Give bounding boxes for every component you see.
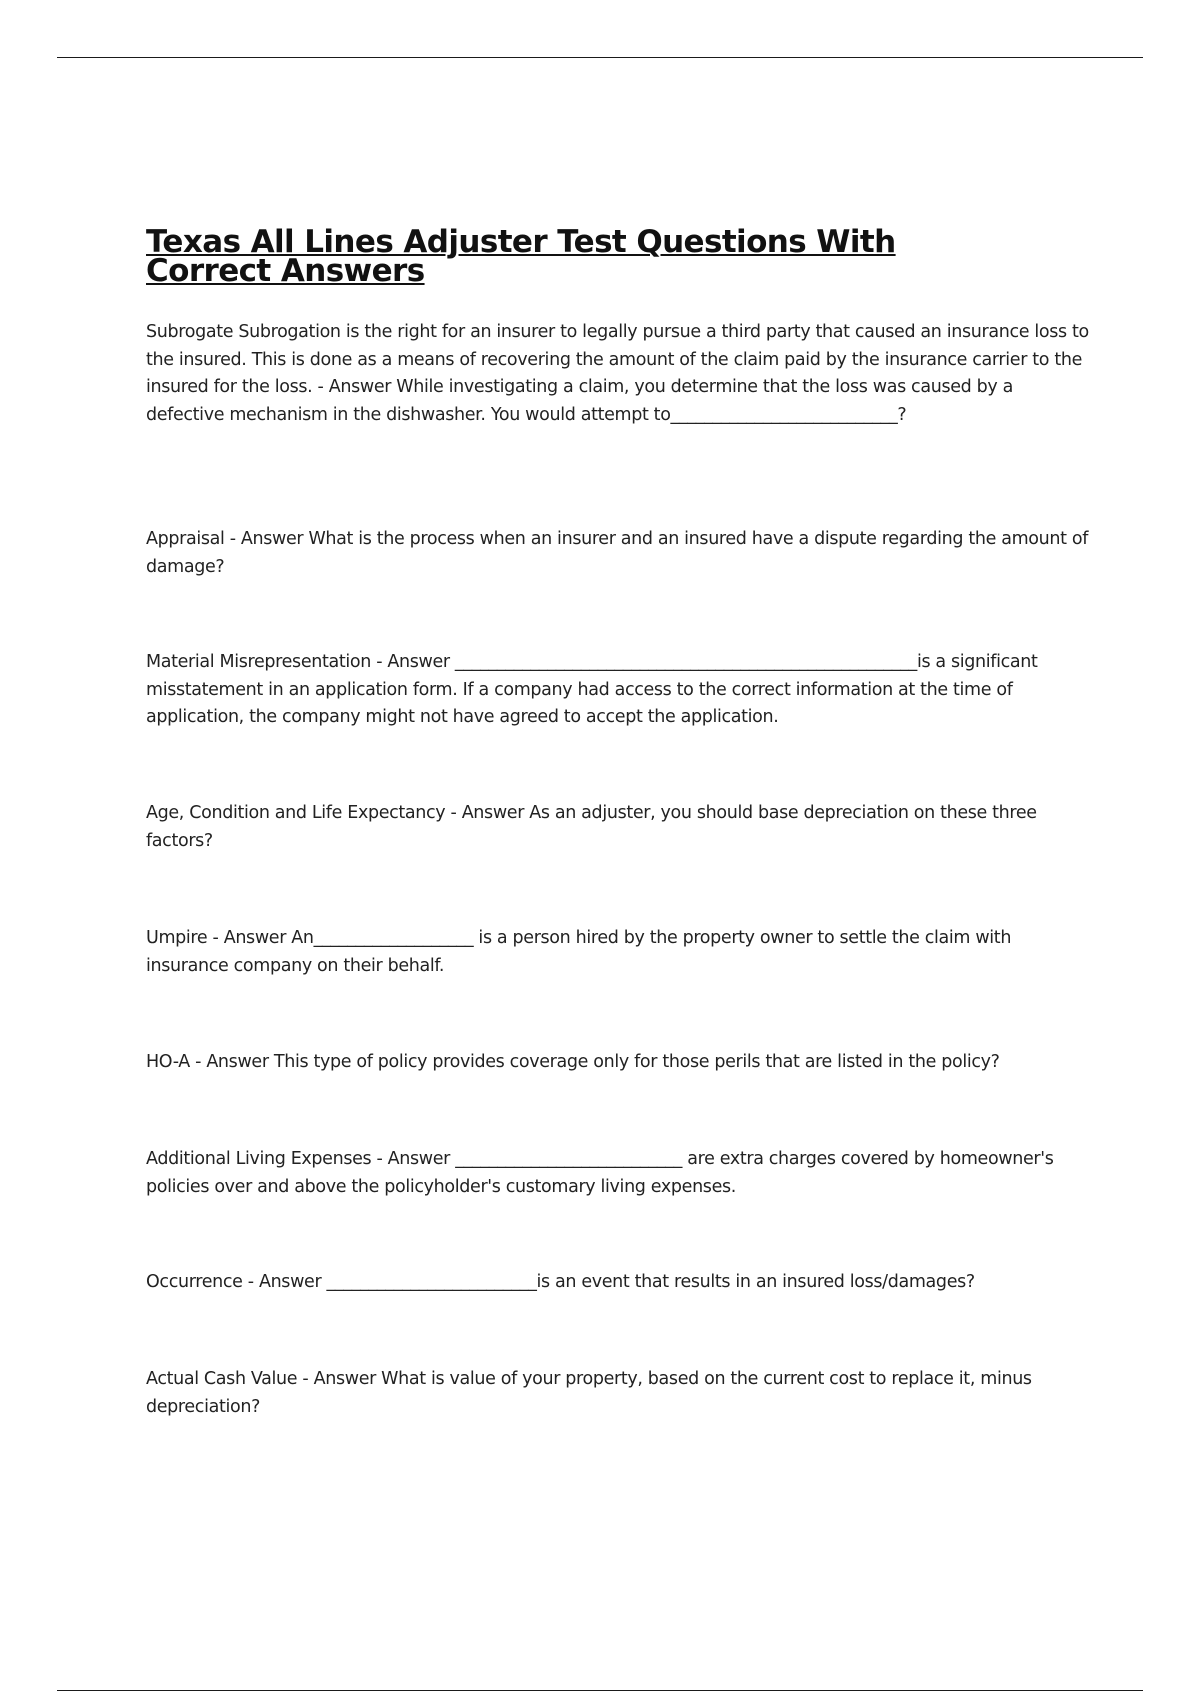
question-answer-actual-cash-value: Actual Cash Value - Answer What is value of your property, based on the current cost to replace it, minus depreciation?	[146, 1369, 1037, 1417]
question-answer-depreciation-factors: Age, Condition and Life Expectancy - Answer As an adjuster, you should base depreciation on these three factors?	[146, 803, 1042, 851]
question-answer-umpire: Umpire - Answer An___________________ is a person hired by the property owner to settle the claim with insurance company on their behalf.	[146, 928, 1017, 976]
question-answer-additional-living-expenses: Additional Living Expenses - Answer ___________________________ are extra charges covered by homeowner's policies over and above the policyholder's customary living expenses.	[146, 1149, 1059, 1197]
question-answer-ho-a: HO-A - Answer This type of policy provides coverage only for those perils that are listed in the policy?	[146, 1052, 1000, 1072]
question-answer-occurrence: Occurrence - Answer _________________________is an event that results in an insured loss/damages?	[146, 1272, 975, 1292]
question-answer-material-misrepresentation: Material Misrepresentation - Answer _______________________________________________________is a significant misstatement in an application form. If a company had access to the correct information at the time of application, the company might not have agreed to accept the application.	[146, 652, 1043, 727]
footer-divider	[57, 1690, 1143, 1691]
question-answer-subrogate: Subrogate Subrogation is the right for an insurer to legally pursue a third party that caused an insurance loss to the insured. This is done as a means of recovering the amount of the claim paid by the insurance carrier to the insured for the loss. - Answer While investigating a claim, you determine that the loss was caused by a defective mechanism in the dishwasher. You would attempt to___________________________?	[146, 322, 1095, 425]
header-divider	[57, 57, 1143, 58]
question-answer-appraisal: Appraisal - Answer What is the process when an insurer and an insured have a dispute regarding the amount of damage?	[146, 529, 1094, 577]
document-title: Texas All Lines Adjuster Test Questions With Correct Answers	[146, 224, 896, 289]
